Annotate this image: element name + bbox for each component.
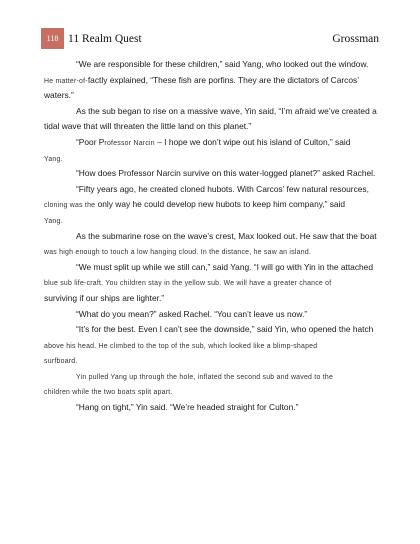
text-line (44, 400, 384, 416)
text-line (44, 88, 384, 104)
page-number: 118 (46, 34, 59, 43)
text-line (44, 384, 384, 400)
text-line (44, 338, 384, 354)
text-line (44, 275, 384, 291)
text-run: blue sub life-craft. You children stay in the yellow sub. We will have a greater chance of (44, 280, 332, 288)
author-name: Grossman (332, 33, 379, 45)
text-run: Yang. (44, 155, 63, 163)
text-line (44, 135, 384, 151)
text-line (44, 104, 384, 120)
page-body (44, 57, 384, 416)
page-number-badge (41, 28, 64, 49)
text-run: factly explained, “These fish are porfins. They are the dictators of Carcos’ (87, 74, 360, 85)
text-line (44, 369, 384, 385)
text-line (44, 182, 384, 198)
text-run: rofessor Narcin (104, 139, 155, 147)
text-run: As the submarine rose on the wave’s crest, Max looked out. He saw that the boat (76, 230, 377, 241)
text-run: waters.” (44, 90, 74, 101)
text-run: was high enough to touch a low hanging cloud. In the distance, he saw an island. (44, 249, 312, 257)
text-line (44, 353, 384, 369)
text-line (44, 244, 384, 260)
text-run: children while the two boats split apart. (44, 389, 173, 397)
text-run: “It’s for the best. Even I can’t see the downside,” said Yin, who opened the hatch (76, 324, 374, 335)
text-run: above his head. He climbed to the top of the sub, which looked like a blimp-shaped (44, 342, 318, 350)
text-run: Yang. (44, 217, 63, 225)
text-line (44, 229, 384, 245)
text-line (44, 73, 384, 89)
text-run: tidal wave that will threaten the little land on this planet.” (44, 121, 252, 132)
text-line (44, 197, 384, 213)
text-run: surviving if our ships are lighter.” (44, 292, 165, 303)
text-run: “Hang on tight,” Yin said. “We’re headed straight for Culton.” (76, 402, 299, 413)
text-run: He matter-of- (44, 77, 88, 85)
text-run: Yin pulled Yang up through the hole, inflated the second sub and waved to the (76, 373, 334, 381)
text-run: cloning was the (44, 202, 96, 210)
text-line (44, 291, 384, 307)
text-run: “We are responsible for these children,” said Yang, who looked out the window. (76, 59, 369, 69)
text-run: “Poor P (76, 136, 105, 147)
text-line (44, 213, 384, 229)
text-line (44, 119, 384, 135)
text-line (44, 307, 384, 323)
text-line (44, 260, 384, 276)
text-run: “What do you mean?” asked Rachel. “You can’t leave us now.” (76, 308, 308, 319)
text-run: As the sub began to rise on a massive wave, Yin said, “I’m afraid we’ve created a (76, 105, 377, 116)
text-run: “How does Professor Narcin survive on this water-logged planet?” asked Rachel. (76, 168, 376, 179)
text-line (44, 322, 384, 338)
book-title: 11 Realm Quest (68, 33, 142, 45)
text-run: – I hope we don’t wipe out his island of Culton,” said (154, 136, 351, 147)
text-line (44, 151, 384, 167)
text-run: only way he could develop new hubots to keep him company,” said (95, 199, 346, 210)
text-line (44, 57, 384, 73)
page-header (0, 0, 420, 50)
text-line (44, 166, 384, 182)
text-run: “We must split up while we still can,” said Yang. “I will go with Yin in the attached (76, 261, 373, 272)
text-run: “Fifty years ago, he created cloned hubots. With Carcos’ few natural resources, (76, 183, 369, 194)
text-run: surfboard. (44, 358, 78, 366)
